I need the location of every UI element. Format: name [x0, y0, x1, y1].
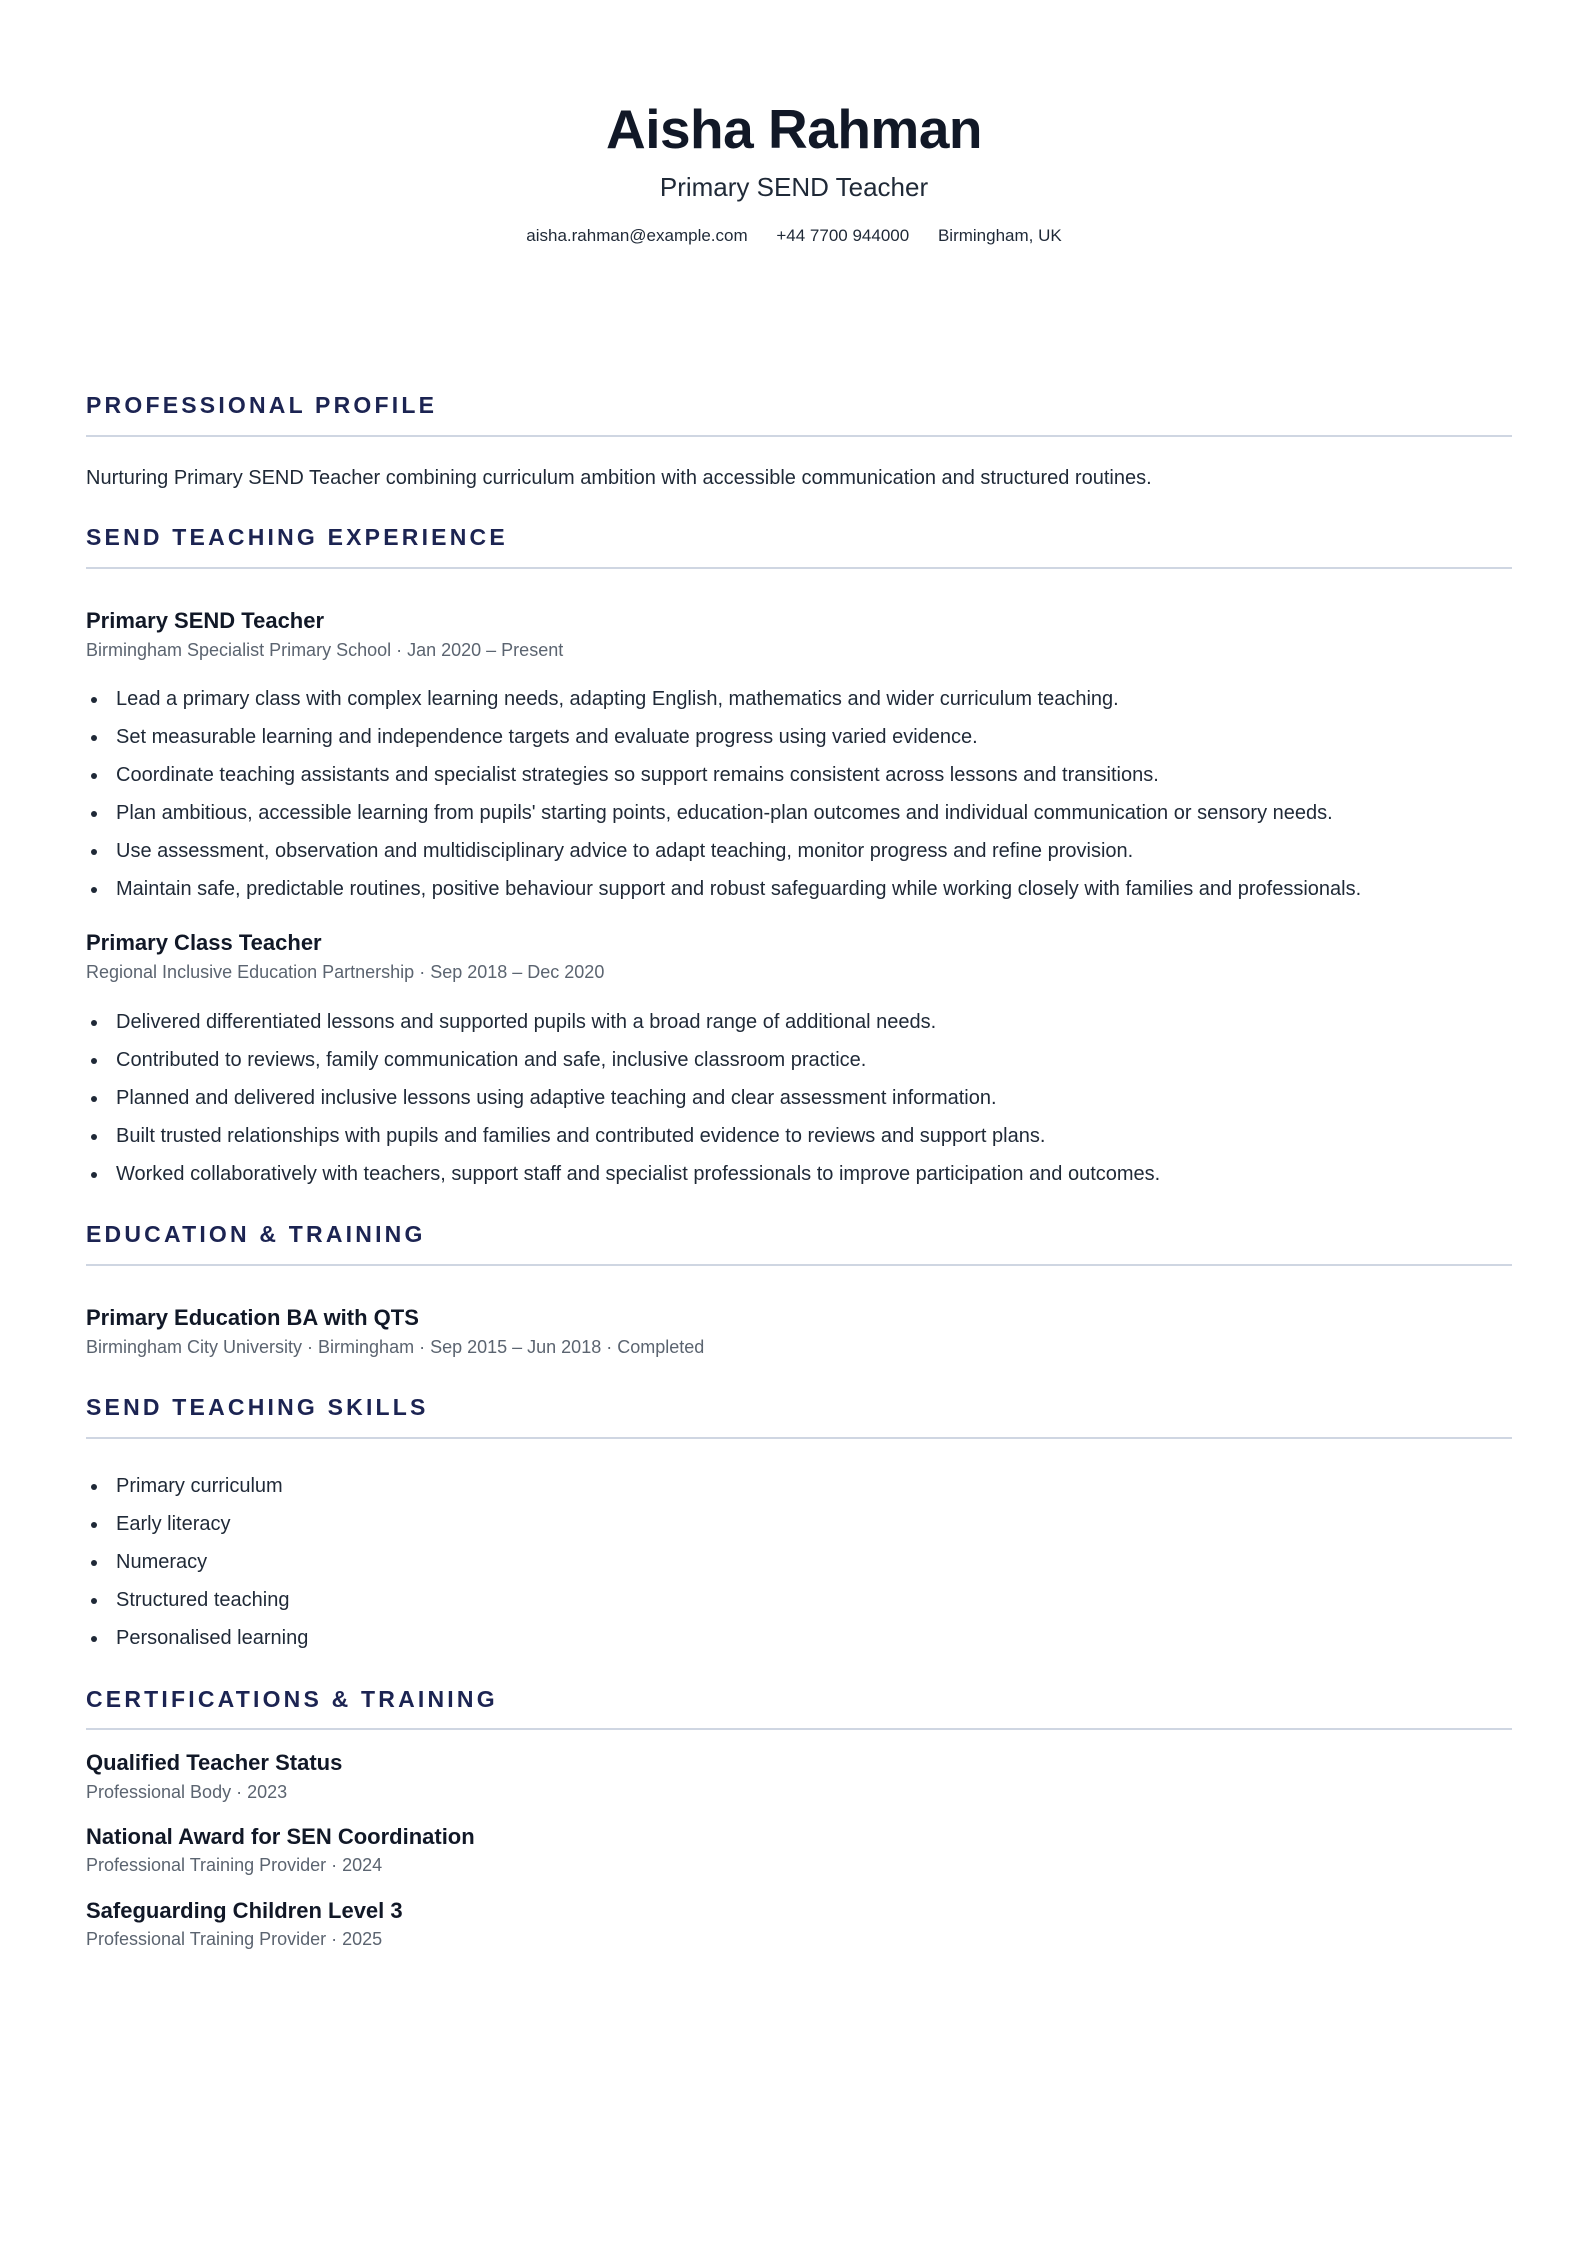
- job-title: Primary Class Teacher: [86, 930, 322, 955]
- section-divider: [86, 1437, 1512, 1439]
- education-meta: Birmingham City University · Birmingham · Sep 2015 – Jun 2018 · Completed: [86, 1337, 705, 1357]
- candidate-name: Aisha Rahman: [605, 98, 983, 160]
- list-item: Numeracy: [86, 1548, 308, 1586]
- list-item: Set measurable learning and independence targets and evaluate progress using varied evidence.: [86, 723, 1361, 761]
- list-item: Lead a primary class with complex learning needs, adapting English, mathematics and wider curriculum teaching.: [86, 685, 1361, 723]
- list-item: Early literacy: [86, 1510, 308, 1548]
- list-item: Worked collaboratively with teachers, support staff and specialist professionals to improve participation and outcomes.: [86, 1160, 1160, 1198]
- list-item: Coordinate teaching assistants and specialist strategies so support remains consistent across lessons and transitions.: [86, 761, 1361, 799]
- education-title: Primary Education BA with QTS: [86, 1305, 419, 1330]
- job-bullets: [86, 1008, 1160, 1198]
- job-meta: Regional Inclusive Education Partnership · Sep 2018 – Dec 2020: [86, 962, 605, 982]
- certification-meta: Professional Body · 2023: [86, 1782, 288, 1802]
- job-bullets: [86, 685, 1361, 913]
- list-item: Maintain safe, predictable routines, positive behaviour support and robust safeguarding while working closely with families and professionals.: [86, 875, 1361, 913]
- section-divider: [86, 567, 1512, 569]
- skills-list: [86, 1472, 308, 1662]
- contact-line: [0, 224, 1588, 248]
- job-title: Primary SEND Teacher: [86, 608, 325, 633]
- section-heading-experience: SEND TEACHING EXPERIENCE: [86, 524, 508, 550]
- certification-meta: Professional Training Provider · 2025: [86, 1929, 383, 1949]
- section-heading-education: EDUCATION & TRAINING: [86, 1221, 426, 1247]
- certification-title: Qualified Teacher Status: [86, 1750, 343, 1775]
- section-heading-skills: SEND TEACHING SKILLS: [86, 1394, 429, 1420]
- list-item: Planned and delivered inclusive lessons using adaptive teaching and clear assessment information.: [86, 1084, 1160, 1122]
- list-item: Built trusted relationships with pupils and families and contributed evidence to reviews and support plans.: [86, 1122, 1160, 1160]
- list-item: Plan ambitious, accessible learning from pupils' starting points, education-plan outcomes and individual communication or sensory needs.: [86, 799, 1361, 837]
- contact-location: Birmingham, UK: [937, 226, 1062, 245]
- certification-title: National Award for SEN Coordination: [86, 1824, 475, 1849]
- profile-summary: Nurturing Primary SEND Teacher combining curriculum ambition with accessible communication and structured routines.: [86, 467, 1152, 489]
- section-heading-certifications: CERTIFICATIONS & TRAINING: [86, 1686, 498, 1712]
- list-item: Personalised learning: [86, 1624, 308, 1662]
- candidate-role: Primary SEND Teacher: [659, 172, 929, 202]
- section-divider: [86, 1728, 1512, 1730]
- contact-phone[interactable]: +44 7700 944000: [776, 226, 910, 245]
- list-item: Structured teaching: [86, 1586, 308, 1624]
- list-item: Use assessment, observation and multidisciplinary advice to adapt teaching, monitor progress and refine provision.: [86, 837, 1361, 875]
- list-item: Contributed to reviews, family communication and safe, inclusive classroom practice.: [86, 1046, 1160, 1084]
- section-divider: [86, 1264, 1512, 1266]
- certification-meta: Professional Training Provider · 2024: [86, 1855, 383, 1875]
- section-divider: [86, 435, 1512, 437]
- section-heading-profile: PROFESSIONAL PROFILE: [86, 392, 438, 418]
- contact-email[interactable]: aisha.rahman@example.com: [526, 226, 748, 245]
- list-item: Primary curriculum: [86, 1472, 308, 1510]
- resume-header: [0, 96, 1588, 248]
- list-item: Delivered differentiated lessons and supported pupils with a broad range of additional needs.: [86, 1008, 1160, 1046]
- job-meta: Birmingham Specialist Primary School · Jan 2020 – Present: [86, 640, 564, 660]
- certification-title: Safeguarding Children Level 3: [86, 1898, 403, 1923]
